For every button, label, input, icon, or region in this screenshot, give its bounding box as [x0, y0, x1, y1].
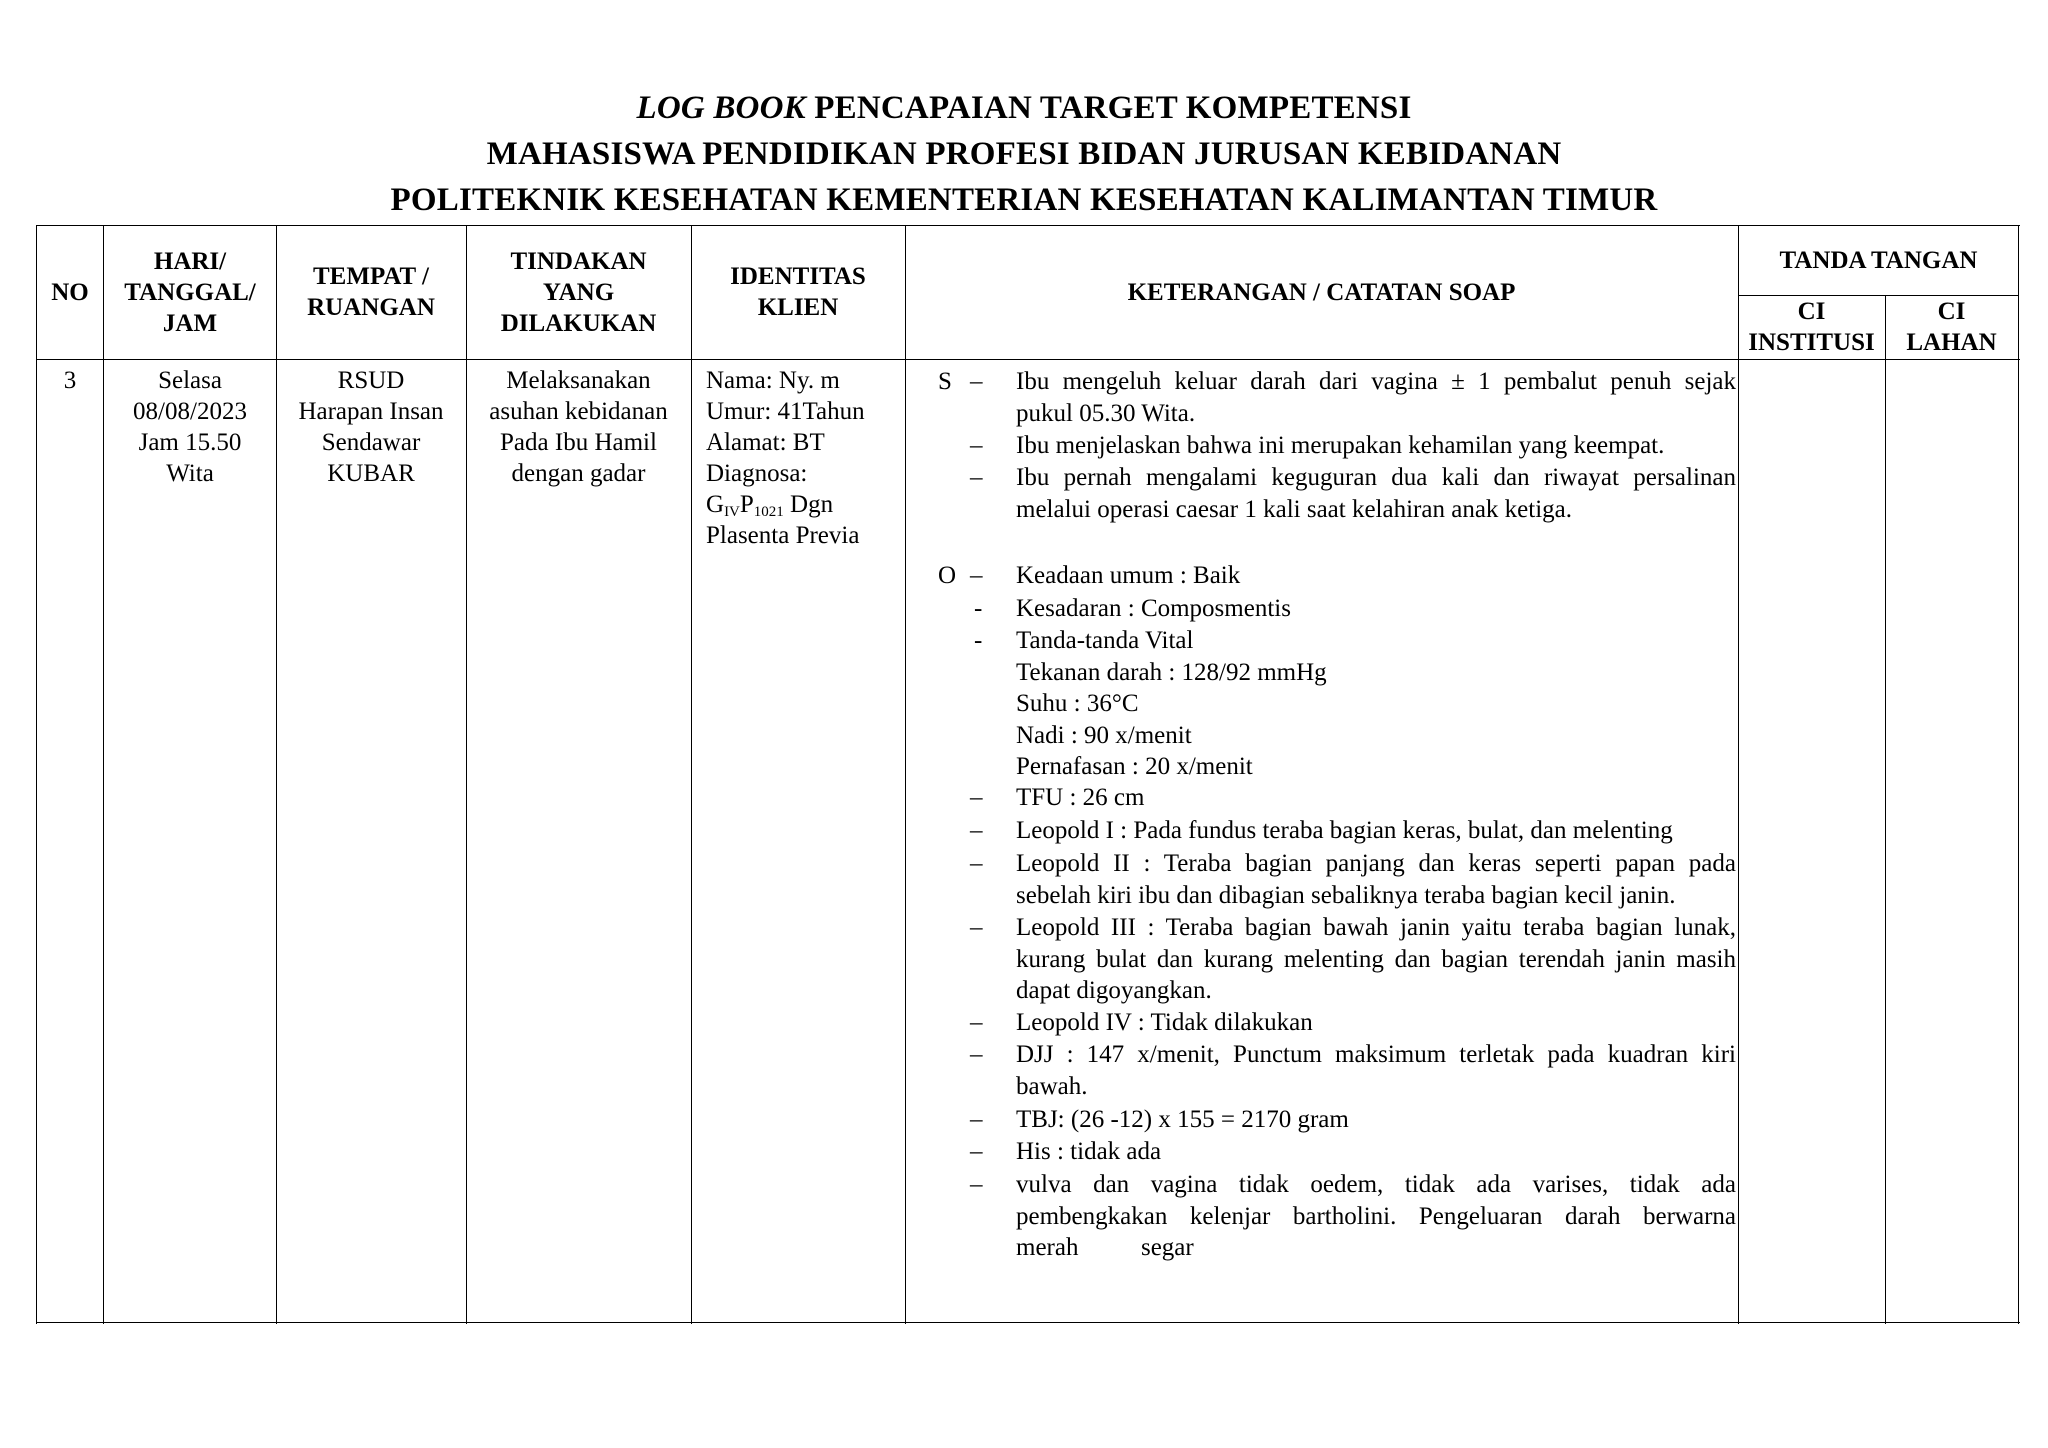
soap-o2	[1016, 593, 1736, 625]
bullet-dot: -	[974, 627, 983, 654]
header-tindakan-l2: YANG	[542, 278, 615, 306]
soap-o8-text: Leopold IV : Tidak dilakukan	[1016, 1009, 1313, 1036]
header-ci-institusi-l1: CI	[1797, 298, 1826, 325]
soap-o10-text: TBJ: (26 -12) x 155 = 2170 gram	[1016, 1106, 1349, 1133]
header-keterangan	[905, 225, 1738, 359]
header-tempat-l2: RUANGAN	[307, 294, 435, 321]
soap-o6	[1016, 848, 1736, 911]
row-hari-zone: Wita	[166, 460, 214, 487]
column-divider	[691, 225, 692, 1324]
soap-o10	[1016, 1104, 1736, 1136]
soap-s1-b: pukul 05.30 Wita.	[1016, 399, 1196, 427]
soap-o1-text: Keadaan umum : Baik	[1016, 562, 1241, 589]
soap-o12-a: vulva dan vagina tidak oedem, tidak ada varises, tidak ada	[1016, 1171, 1736, 1198]
soap-s1	[1016, 366, 1736, 429]
header-ci-lahan-l1: CI	[1937, 298, 1966, 325]
header-tempat	[276, 225, 466, 359]
identitas-diagnosa-code	[706, 489, 902, 520]
bullet-dash: –	[970, 784, 983, 811]
header-no-label: NO	[51, 278, 89, 306]
column-divider	[905, 225, 906, 1324]
column-divider	[1738, 225, 1739, 1324]
bullet-dash: –	[970, 1171, 983, 1198]
soap-o12	[1016, 1169, 1736, 1264]
soap-o3-text: Tanda-tanda Vital	[1016, 627, 1194, 654]
diagnosa-p-sub: 1021	[753, 504, 784, 520]
document-title-line-2: MAHASISWA PENDIDIKAN PROFESI BIDAN JURUSAN KEBIDANAN	[486, 136, 1562, 172]
title-rest: PENCAPAIAN TARGET KOMPETENSI	[805, 90, 1412, 126]
row-tindakan-l1: Melaksanakan	[506, 367, 651, 394]
table-border-bottom	[36, 1322, 2020, 1323]
soap-s3	[1016, 462, 1736, 525]
diagnosa-g-sub: IV	[724, 504, 740, 520]
soap-key-s: S	[938, 368, 952, 395]
soap-o3-suhu: Suhu : 36°C	[1016, 690, 1139, 717]
column-divider	[1885, 295, 1886, 1324]
diagnosa-g: G	[706, 491, 725, 518]
soap-o9-b: bawah.	[1016, 1072, 1088, 1100]
soap-s2-text: Ibu menjelaskan bahwa ini merupakan kehamilan yang keempat.	[1016, 432, 1665, 459]
header-ci-institusi	[1738, 295, 1885, 359]
soap-o6-a: Leopold II : Teraba bagian panjang dan keras seperti papan pada	[1016, 850, 1736, 877]
row-tindakan	[466, 365, 691, 489]
identitas-diagnosa-end: Plasenta Previa	[706, 522, 860, 549]
row-tindakan-l4: dengan gadar	[511, 460, 646, 487]
header-identitas	[691, 225, 905, 359]
bullet-dash: –	[970, 562, 983, 589]
soap-o9	[1016, 1039, 1736, 1102]
bullet-dash: –	[970, 1106, 983, 1133]
diagnosa-dgn: Dgn	[783, 491, 834, 518]
soap-o7	[1016, 912, 1736, 1007]
header-tindakan-l1: TINDAKAN	[510, 247, 647, 275]
bullet-dash: –	[970, 1009, 983, 1036]
soap-o3-nadi: Nadi : 90 x/menit	[1016, 721, 1192, 749]
header-tindakan	[466, 225, 691, 359]
row-tindakan-l3: Pada Ibu Hamil	[500, 429, 657, 456]
diagnosa-p: P	[739, 491, 754, 518]
bullet-dash: –	[970, 817, 983, 844]
soap-o3-napas: Pernafasan : 20 x/menit	[1016, 753, 1253, 780]
bullet-dash: –	[970, 1138, 983, 1165]
header-identitas-l2: KLIEN	[757, 294, 839, 321]
header-hari	[104, 225, 276, 359]
soap-s1-a: Ibu mengeluh keluar darah dari vagina ± 1 pembalut penuh sejak	[1016, 368, 1736, 395]
header-tanda-tangan-label: TANDA TANGAN	[1779, 246, 1978, 274]
bullet-dash: –	[970, 850, 983, 877]
row-hari	[104, 365, 276, 489]
soap-o7-b: kurang bulat dan kurang melenting dan bagian terendah janin masih	[1016, 945, 1736, 973]
bullet-dash: –	[970, 1041, 983, 1068]
document-title-line-1	[0, 86, 2048, 130]
document-title-line-3: POLITEKNIK KESEHATAN KEMENTERIAN KESEHATAN KALIMANTAN TIMUR	[390, 182, 1658, 218]
row-tempat-l4: KUBAR	[327, 460, 415, 487]
soap-o9-a: DJJ : 147 x/menit, Punctum maksimum terletak pada kuadran kiri	[1016, 1041, 1736, 1068]
header-identitas-l1: IDENTITAS	[730, 263, 866, 290]
header-tempat-l1: TEMPAT /	[313, 263, 429, 290]
row-no: 3	[63, 367, 77, 394]
soap-o3	[1016, 625, 1736, 783]
row-tempat-l1: RSUD	[337, 367, 405, 394]
row-identitas	[706, 365, 902, 551]
soap-s3-b: melalui operasi caesar 1 kali saat kelahiran anak ketiga.	[1016, 495, 1572, 523]
row-hari-day: Selasa	[158, 367, 222, 394]
row-hari-date: 08/08/2023	[133, 398, 247, 425]
header-no	[36, 225, 104, 359]
identitas-diagnosa-label: Diagnosa:	[706, 460, 808, 487]
soap-o3-td: Tekanan darah : 128/92 mmHg	[1016, 658, 1327, 686]
soap-o5-text: Leopold I : Pada fundus teraba bagian keras, bulat, dan melenting	[1016, 817, 1673, 844]
soap-o4	[1016, 782, 1736, 814]
identitas-umur: Umur: 41Tahun	[706, 398, 865, 425]
soap-o7-a: Leopold III : Teraba bagian bawah janin yaitu teraba bagian lunak,	[1016, 914, 1736, 941]
title-italic: LOG BOOK	[636, 90, 806, 126]
identitas-nama: Nama: Ny. m	[706, 367, 840, 394]
header-ci-lahan	[1885, 295, 2018, 359]
soap-o12-b: pembengkakan kelenjar bartholini. Pengeluaran darah berwarna	[1016, 1202, 1736, 1230]
header-keterangan-label: KETERANGAN / CATATAN SOAP	[1127, 278, 1516, 306]
header-hari-l2: TANGGAL/	[124, 278, 256, 306]
soap-s2	[1016, 430, 1736, 462]
header-hari-l3: JAM	[162, 309, 218, 337]
table-border-right	[2018, 225, 2019, 1324]
row-tempat-l3: Sendawar	[321, 429, 421, 456]
header-hari-l1: HARI/	[153, 247, 227, 275]
bullet-dot: -	[974, 595, 983, 622]
header-tindakan-l3: DILAKUKAN	[500, 309, 657, 337]
row-tempat-l2: Harapan Insan	[298, 398, 444, 425]
soap-o8	[1016, 1007, 1736, 1039]
bullet-dash: –	[970, 368, 983, 395]
row-hari-time: Jam 15.50	[138, 429, 242, 456]
header-tanda-tangan	[1738, 225, 2019, 295]
bullet-dash: –	[970, 432, 983, 459]
soap-o1	[1016, 560, 1736, 592]
soap-o12-c: merah segar	[1016, 1234, 1194, 1261]
header-ci-institusi-l2: INSTITUSI	[1748, 329, 1875, 356]
soap-o11	[1016, 1136, 1736, 1168]
bullet-dash: –	[970, 464, 983, 491]
soap-o2-text: Kesadaran : Composmentis	[1016, 595, 1291, 622]
soap-o11-text: His : tidak ada	[1016, 1138, 1162, 1165]
soap-o4-text: TFU : 26 cm	[1016, 784, 1145, 811]
soap-o7-c: dapat digoyangkan.	[1016, 977, 1212, 1004]
row-tempat	[276, 365, 466, 489]
header-ci-lahan-l2: LAHAN	[1906, 329, 1997, 356]
row-tindakan-l2: asuhan kebidanan	[489, 398, 668, 425]
bullet-dash: –	[970, 914, 983, 941]
soap-s3-a: Ibu pernah mengalami keguguran dua kali dan riwayat persalinan	[1016, 464, 1736, 491]
header-divider	[36, 359, 2020, 360]
soap-o5	[1016, 815, 1736, 847]
soap-key-o: O	[938, 562, 957, 589]
identitas-alamat: Alamat: BT	[706, 429, 825, 456]
soap-o6-b: sebelah kiri ibu dan dibagian sebaliknya teraba bagian kecil janin.	[1016, 881, 1676, 909]
